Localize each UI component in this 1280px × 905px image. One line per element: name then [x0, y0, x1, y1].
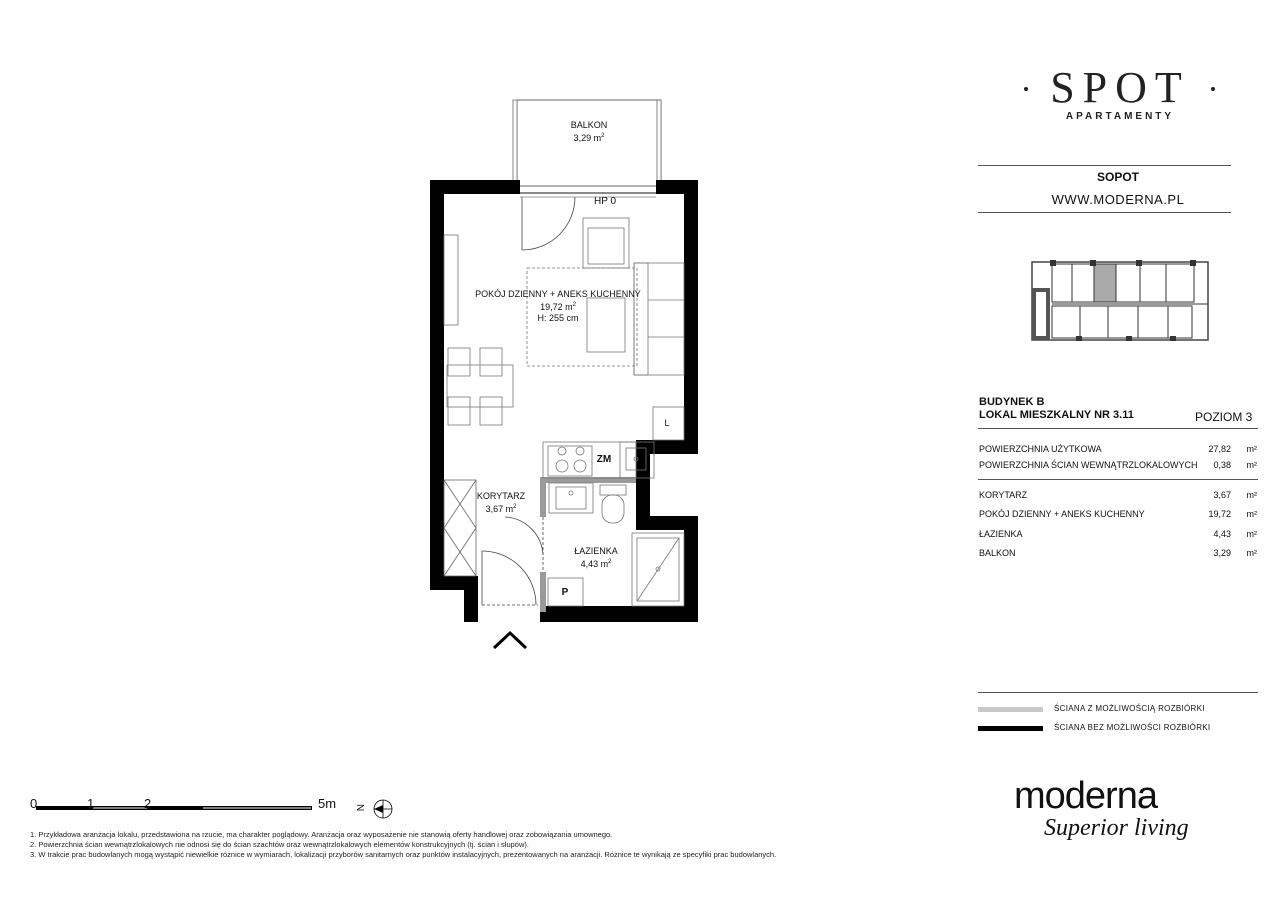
scale-tick-5m: 5m	[318, 796, 337, 811]
scale-tick-1: 1	[87, 796, 95, 811]
legend-label-structural: ŚCIANA BEZ MOŻLIWOŚCI ROZBIÓRKI	[1054, 723, 1211, 732]
website-link[interactable]: WWW.MODERNA.PL	[1051, 192, 1185, 207]
divider	[978, 428, 1258, 429]
footnotes	[30, 830, 776, 860]
footnote: 3. W trakcie prac budowlanych mogą wystąpić niewielkie różnice w wymiarach, lokalizacji przyborów sanitarnych oraz punktów instalacyjnych, prezentowanych na aranżacji. Różnice te wynikają ze specyfiki prac budowlanych.	[30, 850, 777, 859]
developer-tagline: Superior living	[1044, 815, 1189, 841]
divider	[978, 692, 1258, 693]
room-label-balkon: BALKON 3,29 $m^2$	[570, 120, 608, 143]
bathroom-door	[505, 517, 543, 572]
room-label-korytarz: KORYTARZ 3,67 $m^2$	[476, 491, 526, 514]
legend-label-removable: ŚCIANA Z MOŻLIWOŚCIĄ ROZBIÓRKI	[1054, 704, 1205, 713]
svg-text:N: N	[354, 804, 365, 812]
label-zm: ZM	[596, 454, 612, 465]
brand-subtitle: APARTAMENTY	[1065, 111, 1175, 122]
city-label: SOPOT	[1096, 170, 1139, 184]
divider	[978, 212, 1231, 213]
developer-logo: moderna	[1014, 775, 1157, 817]
label-p: P	[561, 587, 569, 598]
apartment-label: LOKAL MIESZKALNY NR 3.11	[979, 409, 1134, 421]
room-label-living: POKÓJ DZIENNY + ANEKS KUCHENNY 19,72 $m^2$ H: 255 cm	[475, 289, 641, 323]
north-arrow-icon	[354, 797, 397, 821]
legend-swatch-removable	[978, 707, 1043, 712]
building-label: BUDYNEK B	[979, 396, 1045, 408]
footnote: 1. Przykładowa aranżacja lokalu, przedstawiona na rzucie, ma charakter poglądowy. Aranżacja oraz wyposażenie nie stanowią oferty handlowej oraz zobowiązania umownego.	[30, 830, 613, 839]
footnote: 2. Powierzchnia ścian wewnątrzlokalowych nie odnosi się do ścian szachtów oraz wewnątrzlokalowych elementów konstrukcyjnych (tj. ścian i słupów).	[30, 840, 529, 849]
living-furniture	[444, 218, 684, 440]
threshold-label: HP 0	[593, 196, 617, 207]
divider	[978, 479, 1258, 480]
removable-walls	[540, 477, 636, 612]
entrance-door	[482, 551, 538, 648]
scale-tick-0: 0	[30, 796, 38, 811]
room-label-lazienka: ŁAZIENKA 4,43 $m^2$	[574, 546, 618, 569]
divider	[978, 165, 1231, 166]
level-label: POZIOM 3	[1195, 410, 1253, 424]
label-l: L	[664, 418, 670, 428]
scale-bar-graphic	[36, 806, 312, 810]
logo-dot-right	[1211, 87, 1215, 91]
scale-tick-2: 2	[144, 796, 152, 811]
brand-logo: SPOT	[1050, 63, 1190, 112]
building-key-plan	[1030, 258, 1212, 342]
legend-swatch-structural	[978, 726, 1043, 731]
